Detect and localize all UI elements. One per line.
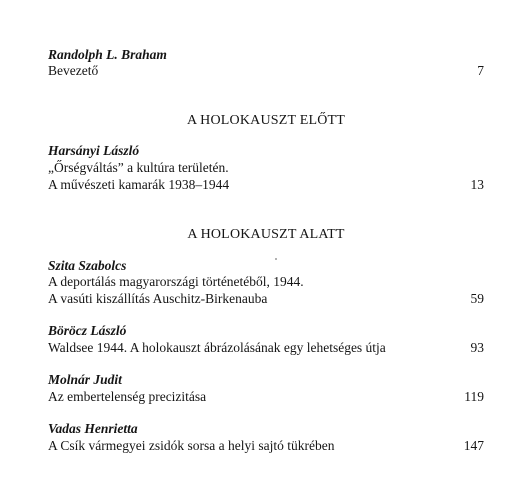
entry-title-line: A vasúti kiszállítás Auschitz-Birkenauba <box>48 291 268 306</box>
entry-title-line: A deportálás magyarországi történetéből, 1944. <box>48 274 304 289</box>
entry-title-line: A Csík vármegyei zsidók sorsa a helyi sajtó tükrében <box>48 438 335 453</box>
entry-page-number: 59 <box>470 291 484 306</box>
entry-author: Vadas Henrietta <box>48 421 138 436</box>
entry-title-line: Waldsee 1944. A holokauszt ábrázolásának egy lehetséges útja <box>48 340 386 355</box>
section-heading-before: A HOLOKAUSZT ELŐTT <box>186 113 346 128</box>
section-heading-during: A HOLOKAUSZT ALATT <box>187 227 345 242</box>
entry-author: Szita Szabolcs <box>48 258 127 273</box>
entry-author: Harsányi László <box>48 143 140 158</box>
entry-title-line: A művészeti kamarák 1938–1944 <box>48 177 230 192</box>
entry-page-number: 93 <box>470 340 484 355</box>
entry-author: Randolph L. Braham <box>48 47 167 62</box>
entry-title-line: Bevezető <box>48 63 99 78</box>
entry-author: Böröcz László <box>48 323 127 338</box>
entry-page-number: 7 <box>477 63 484 78</box>
scan-speck <box>275 258 277 260</box>
entry-author: Molnár Judit <box>48 372 122 387</box>
entry-page-number: 147 <box>463 438 484 453</box>
entry-page-number: 119 <box>464 389 484 404</box>
entry-title-line: „Őrségváltás” a kultúra területén. <box>48 160 229 175</box>
entry-title-line: Az embertelenség precizitása <box>48 389 207 404</box>
entry-page-number: 13 <box>470 177 484 192</box>
